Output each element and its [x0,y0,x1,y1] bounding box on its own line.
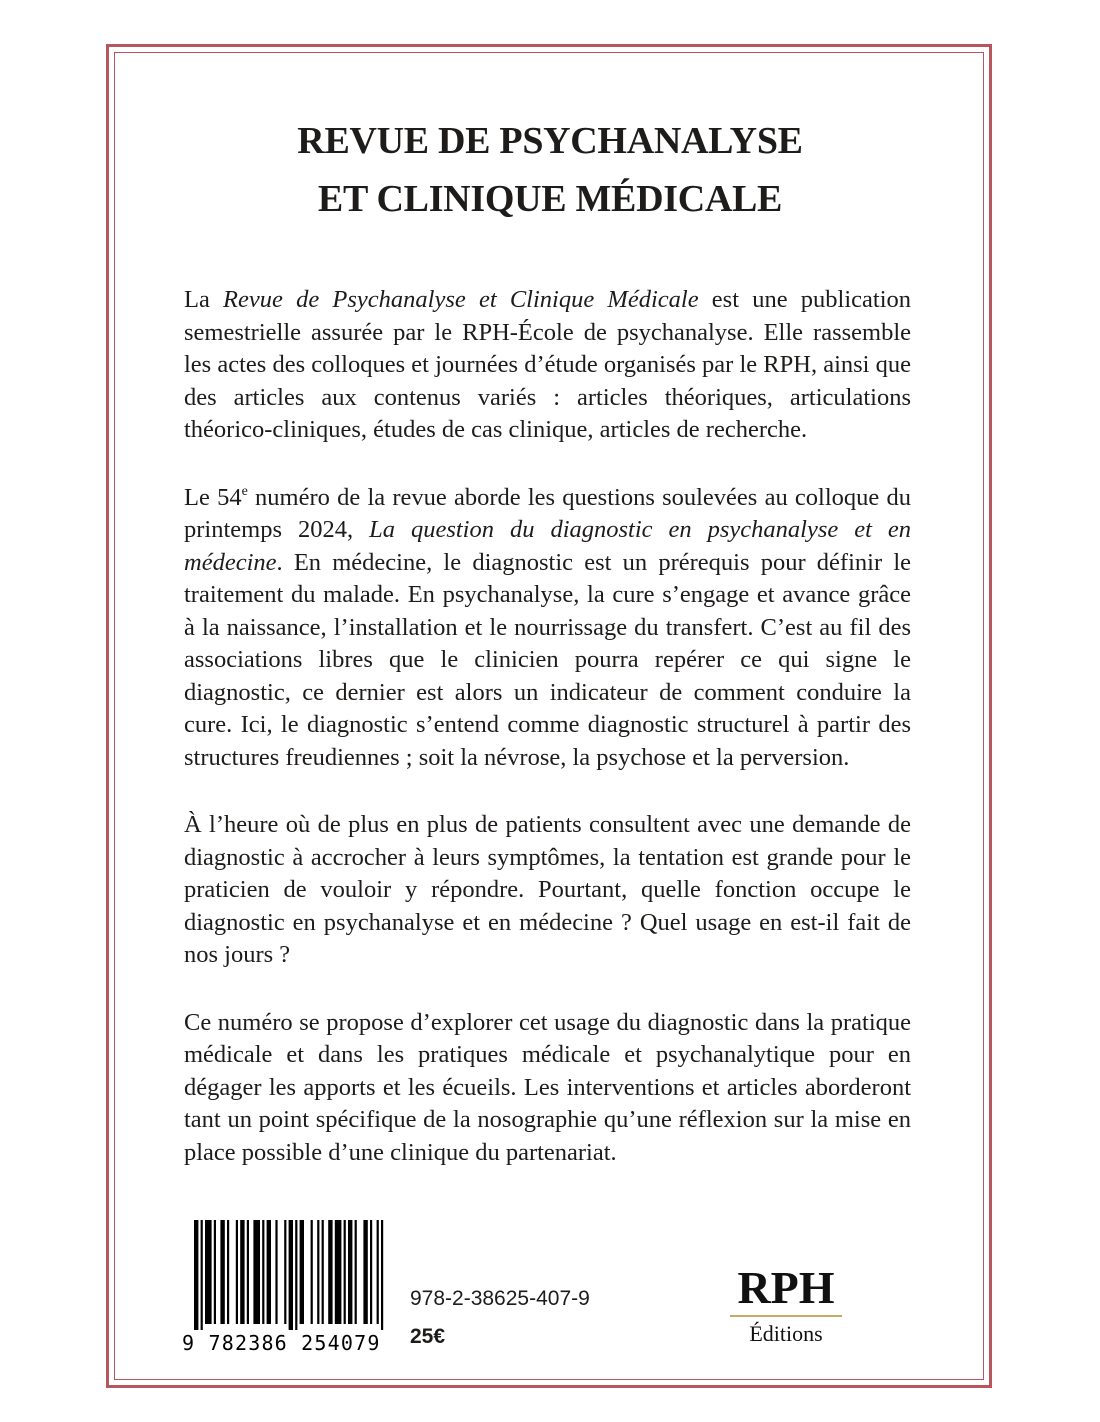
publisher-logo-rule [730,1315,842,1317]
barcode-bar [205,1220,212,1324]
paragraph-purpose: Ce numéro se propose d’explorer cet usage du diagnostic dans la pratique médicale et dans les pratiques médicale et psychanalytique pour en dégager les apports et les écueils. Les interventions et articles aborderont tant un point spécifique de la nosographie qu’une réflexion sur la mise en place possible d’une clinique du partenariat. [184,1008,911,1166]
barcode-bar [253,1220,260,1324]
barcode-bar [344,1220,346,1324]
paragraph-intro: La Revue de Psychanalyse et Clinique Médicale est une publication semestrielle assurée par le RPH-École de psychanalyse. Elle rassemble les actes des colloques et journées d’étude organisés par le RPH, ainsi que des articles aux contenus variés : articles théoriques, articulations théorico-cliniques, études de cas clinique, articles de recherche. [184,286,911,443]
back-cover-text [184,284,911,1204]
barcode-bar [377,1220,379,1324]
barcode-bar [267,1220,271,1324]
barcode-bar [300,1220,304,1324]
barcode-bar [289,1220,293,1330]
paragraph-question: À l’heure où de plus en plus de patients consultent avec une demande de diagnostic à accrocher à leurs symptômes, la tentation est grande pour le praticien de vouloir y répondre. Pourtant, quelle fonction occupe le diagnostic en psychanalyse et en médecine ? Quel usage en est-il fait de nos jours ? [184,811,911,968]
barcode-bar [214,1220,216,1324]
barcode-bar [240,1220,244,1324]
price: 25€ [410,1325,446,1348]
barcode-bar [194,1220,198,1330]
barcode-digits: 9 782386 254079 [182,1331,381,1355]
barcode-bar [370,1220,372,1324]
title-line-1: REVUE DE PSYCHANALYSE [297,120,803,162]
barcode-bar [348,1220,352,1324]
barcode-bar [322,1220,324,1324]
isbn-number: 978-2-38625-407-9 [410,1287,590,1310]
barcode-bar [295,1220,297,1330]
publisher-subtitle: Éditions [749,1321,823,1346]
barcode-bar [355,1220,357,1324]
barcode-bar [220,1220,224,1324]
barcode-bar [317,1220,319,1324]
barcode-bar [247,1220,249,1324]
colloquium-title: La question du diagnostic en psychanalyse et en médecine [184,516,912,576]
paragraph-issue: Le 54e numéro de la revue aborde les questions soulevées au colloque du printemps 2024, La question du diagnostic en psychanalyse et en médecine. En médecine, le diagnostic est un prérequis pour définir le traitement du malade. En psychanalyse, la cure s’engage et avance grâce à la naissance, l’installation et le nourrissage du transfert. C’est au fil des associations libres que le clinicien pourra repérer ce qui signe le diagnostic, ce dernier est alors un indicateur de comment conduire la cure. Ici, le diagnostic s’entend comme diagnostic structurel à partir des structures freudiennes ; soit la névrose, la psychose et la perversion. [184,483,912,771]
title-line-2: ET CLINIQUE MÉDICALE [317,178,783,220]
barcode-bar [227,1220,229,1324]
barcode-bar [275,1220,277,1324]
barcode-bar [201,1220,203,1330]
cover-title [180,112,920,228]
barcode-bars [182,1220,392,1332]
publisher-logo [730,1264,842,1347]
isbn-barcode [182,1220,392,1362]
journal-name: Revue de Psychanalyse et Clinique Médicale [223,286,699,313]
barcode-bar [381,1220,383,1330]
barcode-bar [335,1220,342,1324]
barcode-bar [262,1220,264,1324]
publisher-logo-text: RPH [737,1262,835,1313]
barcode-bar [284,1220,286,1324]
barcode-bar [311,1220,313,1324]
barcode-bar [236,1220,238,1324]
barcode-bar [328,1220,332,1324]
barcode-bar [363,1220,367,1324]
